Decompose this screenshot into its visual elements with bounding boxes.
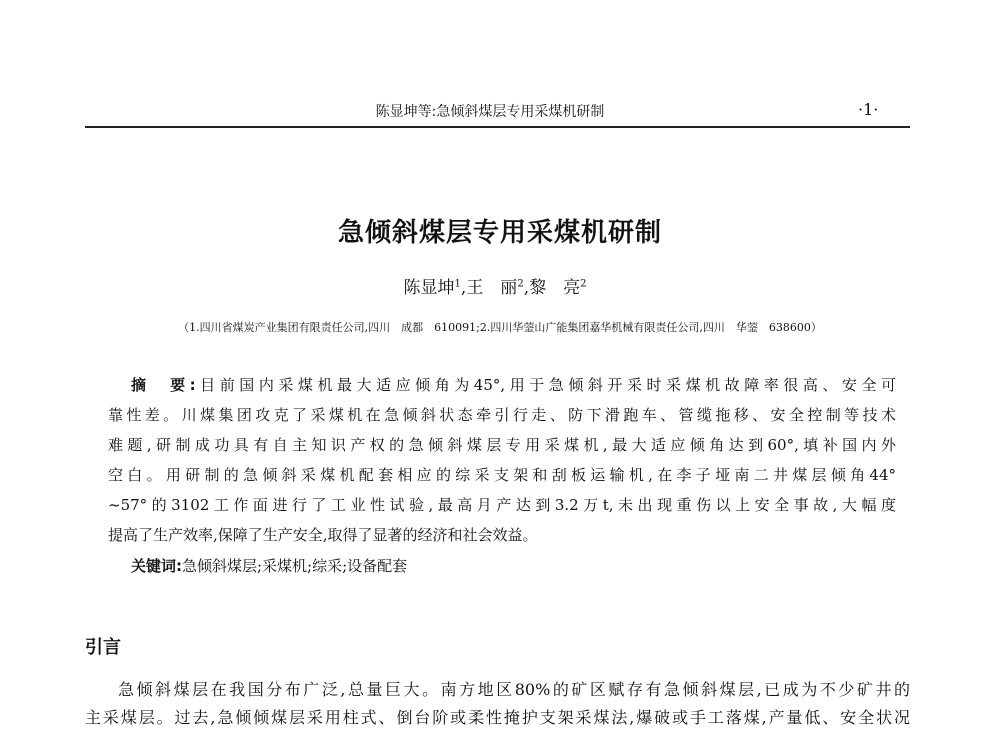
page-number: ·1· <box>858 100 879 119</box>
author-affil-mark: 2 <box>517 278 524 290</box>
body-line: 急倾斜煤层在我国分布广泛,总量巨大。南方地区80%的矿区赋存有急倾斜煤层,已成为不少矿井的 <box>118 680 910 699</box>
abstract-line <box>131 374 896 395</box>
running-head: 陈显坤等:急倾斜煤层专用采煤机研制 <box>375 104 605 120</box>
author-name: 黎 亮 <box>529 278 581 298</box>
author-separator: , <box>523 278 530 298</box>
author-separator: , <box>460 278 467 298</box>
abstract-label: 摘 要: <box>131 376 196 394</box>
header-rule <box>85 126 910 128</box>
section-heading-intro: 引言 <box>85 637 121 658</box>
abstract-line: 靠性差。川煤集团攻克了采煤机在急倾斜状态牵引行走、防下滑跑车、管缆拖移、安全控制等技术 <box>108 406 896 424</box>
abstract-line: 提高了生产效率,保障了生产安全,取得了显著的经济和社会效益。 <box>108 526 538 544</box>
keywords <box>131 555 407 576</box>
author-affil-mark: 2 <box>580 278 587 290</box>
author-name: 陈显坤 <box>403 278 455 298</box>
abstract-line: 空白。用研制的急倾斜采煤机配套相应的综采支架和刮板运输机,在李子垭南二井煤层倾角44° <box>108 466 896 484</box>
keywords-label: 关键词: <box>131 557 182 575</box>
abstract-line: ~57°的3102工作面进行了工业性试验,最高月产达到3.2万t,未出现重伤以上安全事故,大幅度 <box>108 496 896 514</box>
body-line: 主采煤层。过去,急倾倾煤层采用柱式、倒台阶或柔性掩护支架采煤法,爆破或手工落煤,产量低、安全状况 <box>85 708 910 727</box>
abstract-line: 难题,研制成功具有自主知识产权的急倾斜煤层专用采煤机,最大适应倾角达到60°,填补国内外 <box>108 436 896 454</box>
author-name: 王 丽 <box>466 278 518 298</box>
author-affil-mark: 1 <box>454 278 461 290</box>
paper-title: 急倾斜煤层专用采煤机研制 <box>337 218 662 248</box>
abstract-text: 目前国内采煤机最大适应倾角为45°,用于急倾斜开采时采煤机故障率很高、安全可 <box>195 376 897 394</box>
affiliation: （1.四川省煤炭产业集团有限责任公司,四川 成都 610091;2.四川华蓥山广能集团嘉华机械有限责任公司,四川 华蓥 638600） <box>178 321 822 334</box>
authors <box>0 273 990 298</box>
keywords-text: 急倾斜煤层;采煤机;综采;设备配套 <box>182 557 408 575</box>
